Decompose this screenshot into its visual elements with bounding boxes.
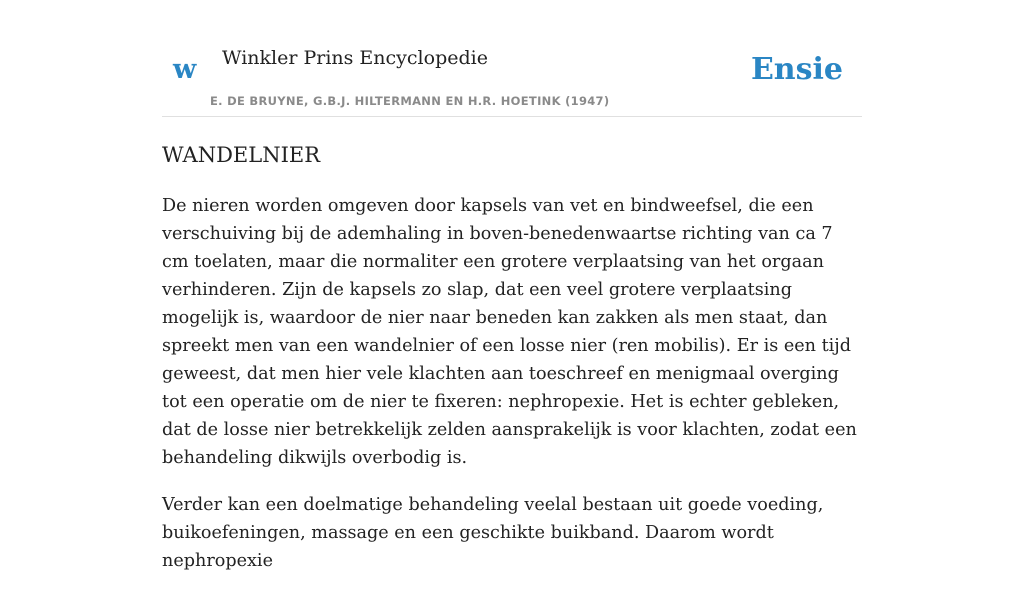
article-paragraph: Verder kan een doelmatige behandeling veelal bestaan uit goede voeding, buikoefeningen, massage en een geschikte buikband. Daarom wordt nephropexie	[162, 495, 824, 571]
article-body	[162, 192, 862, 594]
authors-byline: E. DE BRUYNE, G.B.J. HILTERMANN EN H.R. HOETINK (1947)	[210, 94, 610, 108]
site-header	[162, 0, 862, 117]
brand-logo[interactable]: Ensie	[750, 52, 843, 87]
article-paragraph: De nieren worden omgeven door kapsels van vet en bindweefsel, die een verschuiving bij de ademhaling in boven-benedenwaartse richting van ca 7 cm toelaten, maar die normaliter een grotere verplaatsing van het orgaan verhinderen. Zijn de kapsels zo slap, dat een veel grotere verplaatsing mogelijk is, waardoor de nier naar beneden kan zakken als men staat, dan spreekt men van een wandelnier of een losse nier (ren mobilis). Er is een tijd geweest, dat men hier vele klachten aan toeschreef en menigmaal overging tot een operatie om de nier te fixeren: nephropexie. Het is echter gebleken, dat de losse nier betrekkelijk zelden aansprakelijk is voor klachten, zodat een behandeling dikwijls overbodig is.	[162, 196, 857, 468]
entry-title: WANDELNIER	[162, 143, 321, 167]
page-container	[162, 0, 862, 571]
site-title[interactable]: Winkler Prins Encyclopedie	[222, 47, 488, 69]
logo-icon[interactable]: w	[173, 54, 197, 85]
